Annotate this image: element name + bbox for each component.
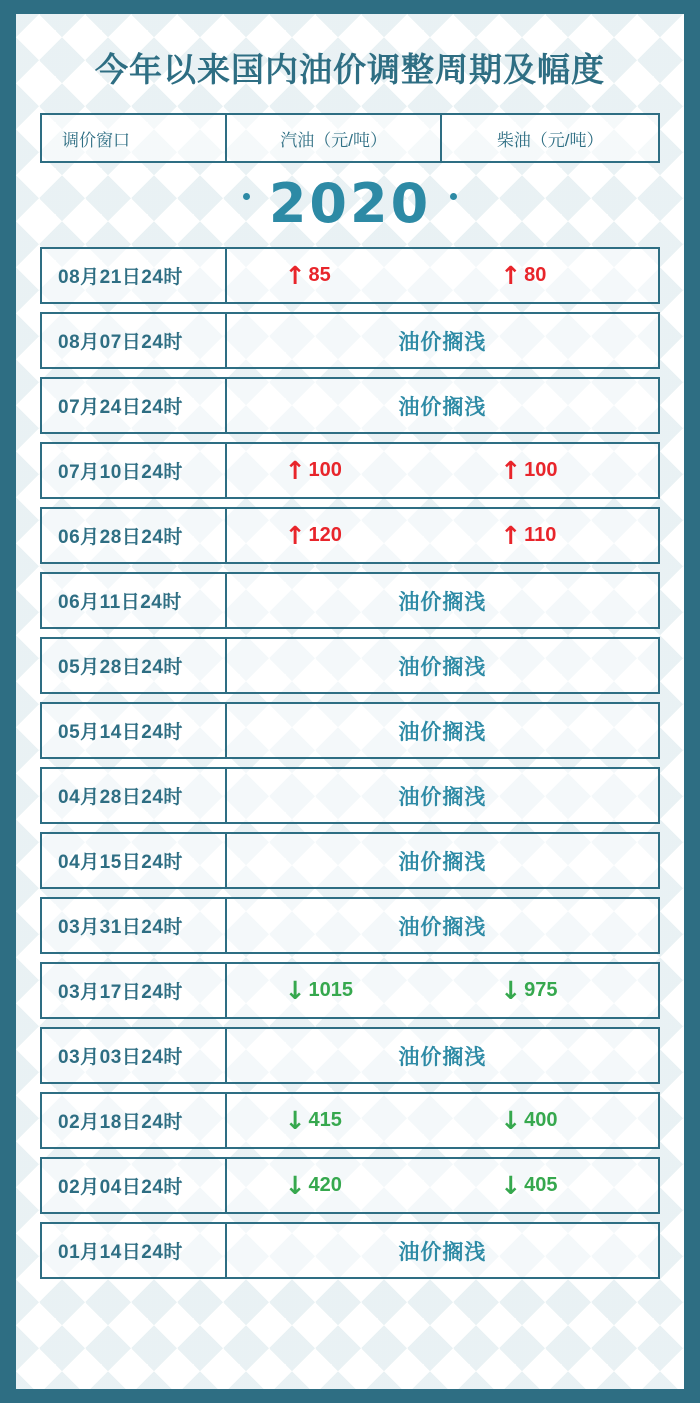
adjustment-window-date: 02月18日24时 xyxy=(42,1094,227,1147)
table-row xyxy=(40,1222,660,1279)
table-row xyxy=(40,312,660,369)
gasoline-value: 420 xyxy=(308,1174,342,1196)
arrow-up-icon: ↑ xyxy=(284,261,306,290)
diesel-change xyxy=(442,1159,658,1212)
year-dot-left xyxy=(243,193,250,200)
table-row xyxy=(40,767,660,824)
price-unchanged-note: 油价搁浅 xyxy=(398,1045,487,1069)
year-dot-right xyxy=(450,193,457,200)
price-unchanged-note: 油价搁浅 xyxy=(398,915,487,939)
diesel-change xyxy=(442,509,658,562)
adjustment-window-date: 04月15日24时 xyxy=(42,834,227,887)
arrow-down-icon: ↓ xyxy=(284,1171,306,1200)
diesel-value: 400 xyxy=(524,1109,558,1131)
arrow-down-icon: ↓ xyxy=(284,976,306,1005)
arrow-up-icon: ↑ xyxy=(500,456,522,485)
adjustment-window-date: 06月28日24时 xyxy=(42,509,227,562)
gasoline-change xyxy=(227,1159,443,1212)
gasoline-change xyxy=(227,249,443,302)
table-row xyxy=(40,897,660,954)
adjustment-window-date: 04月28日24时 xyxy=(42,769,227,822)
table-row xyxy=(40,247,660,304)
arrow-up-icon: ↑ xyxy=(284,456,306,485)
adjustment-window-date: 06月11日24时 xyxy=(42,574,227,627)
arrow-up-icon: ↑ xyxy=(500,521,522,550)
adjustment-window-date: 07月24日24时 xyxy=(42,379,227,432)
adjustment-window-date: 05月28日24时 xyxy=(42,639,227,692)
table-row xyxy=(40,572,660,629)
price-unchanged-note: 油价搁浅 xyxy=(398,720,487,744)
gasoline-change xyxy=(227,509,443,562)
table-row xyxy=(40,637,660,694)
adjustment-window-date: 08月21日24时 xyxy=(42,249,227,302)
price-unchanged-note: 油价搁浅 xyxy=(398,395,487,419)
diesel-value: 110 xyxy=(524,524,557,546)
gasoline-change xyxy=(227,444,443,497)
arrow-up-icon: ↑ xyxy=(284,521,306,550)
price-unchanged-note: 油价搁浅 xyxy=(398,1240,487,1264)
column-header-diesel: 柴油（元/吨） xyxy=(496,130,604,150)
adjustment-window-date: 08月07日24时 xyxy=(42,314,227,367)
arrow-down-icon: ↓ xyxy=(500,1171,522,1200)
price-unchanged-note: 油价搁浅 xyxy=(398,850,487,874)
gasoline-change xyxy=(227,964,443,1017)
adjustment-window-date: 05月14日24时 xyxy=(42,704,227,757)
column-header-gasoline: 汽油（元/吨） xyxy=(227,115,443,161)
diesel-change xyxy=(442,1094,658,1147)
gasoline-value: 120 xyxy=(308,524,342,546)
table-row xyxy=(40,507,660,564)
year-label: 2020 xyxy=(268,172,432,235)
price-unchanged-note: 油价搁浅 xyxy=(398,590,487,614)
adjustment-window-date: 02月04日24时 xyxy=(42,1159,227,1212)
adjustment-window-date: 03月03日24时 xyxy=(42,1029,227,1082)
gasoline-value: 415 xyxy=(308,1109,342,1131)
table-row xyxy=(40,1092,660,1149)
table-row xyxy=(40,377,660,434)
table-row xyxy=(40,1027,660,1084)
diesel-change xyxy=(442,249,658,302)
table-row xyxy=(40,832,660,889)
price-unchanged-note: 油价搁浅 xyxy=(398,785,487,809)
diesel-value: 100 xyxy=(524,459,558,481)
table-row xyxy=(40,1157,660,1214)
gasoline-change xyxy=(227,1094,443,1147)
table-body xyxy=(40,247,660,1279)
table-row xyxy=(40,962,660,1019)
gasoline-value: 1015 xyxy=(308,979,354,1001)
price-unchanged-note: 油价搁浅 xyxy=(398,655,487,679)
gasoline-value: 85 xyxy=(308,264,331,286)
table-row xyxy=(40,702,660,759)
arrow-up-icon: ↑ xyxy=(500,261,522,290)
adjustment-window-date: 01月14日24时 xyxy=(42,1224,227,1277)
diesel-value: 80 xyxy=(524,264,547,286)
adjustment-window-date: 03月17日24时 xyxy=(42,964,227,1017)
diesel-change xyxy=(442,964,658,1017)
table-header-row xyxy=(40,113,660,163)
page-title: 今年以来国内油价调整周期及幅度 xyxy=(95,51,605,88)
gasoline-value: 100 xyxy=(308,459,342,481)
arrow-down-icon: ↓ xyxy=(284,1106,306,1135)
diesel-change xyxy=(442,444,658,497)
adjustment-window-date: 03月31日24时 xyxy=(42,899,227,952)
poster-inner xyxy=(16,14,684,1389)
diesel-value: 405 xyxy=(524,1174,558,1196)
column-header-window: 调价窗口 xyxy=(42,115,227,161)
year-band xyxy=(40,163,660,247)
price-unchanged-note: 油价搁浅 xyxy=(398,330,487,354)
table-row xyxy=(40,442,660,499)
arrow-down-icon: ↓ xyxy=(500,1106,522,1135)
adjustment-window-date: 07月10日24时 xyxy=(42,444,227,497)
arrow-down-icon: ↓ xyxy=(500,976,522,1005)
diesel-value: 975 xyxy=(524,979,558,1001)
